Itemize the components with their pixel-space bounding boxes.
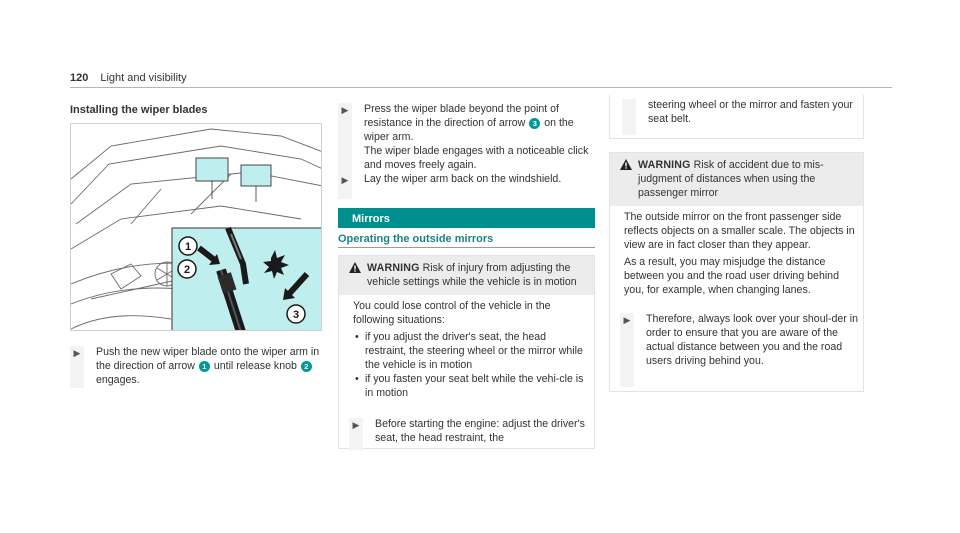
warning-box-adjusting: WARNING Risk of injury from adjusting the vehicle settings while the vehicle is in motion You could lose control of the vehicle in the following situations: • if you adjust the driver's seat, the head restraint, the steering wheel or the mirror while the vehicle is in motion • if you fasten your seat belt while the vehi-cle is in motion ▶ Before starting the engine: adjust the driver's seat, the head restraint, the: [338, 255, 595, 449]
svg-text:2: 2: [183, 264, 191, 276]
header-divider: [70, 87, 892, 88]
step-arrow-icon: ▶: [623, 315, 631, 325]
warning-box-continued: [609, 95, 864, 139]
step-lay-arm: ▶ Lay the wiper arm back on the windshield.: [338, 173, 593, 193]
step-press-blade: ▶ Press the wiper blade beyond the point of resistance in the direction of arrow 3 on the wiper arm. The wiper blade engages with a noticeable click and moves freely again.: [338, 103, 593, 199]
list-item: • if you fasten your seat belt while the vehi-cle is in motion: [353, 373, 586, 401]
figure-callout-3: [287, 305, 305, 323]
page-number: 120: [70, 72, 89, 84]
step-push-blade: ▶ Push the new wiper blade onto the wiper arm in the direction of arrow 1 until release knob 2 engages.: [70, 346, 324, 388]
mirrors-section-bar: Mirrors: [338, 208, 595, 228]
figure-callout-1: [179, 237, 197, 255]
warning-triangle-icon: [620, 159, 632, 201]
figure-callout-2: [178, 260, 196, 278]
chapter-title: Light and visibility: [100, 72, 187, 84]
step-before-starting: ▶ Before starting the engine: adjust the driver's seat, the head restraint, the: [349, 418, 589, 450]
warning-triangle-icon: [349, 262, 361, 290]
inline-callout-2: 2: [301, 361, 312, 372]
warning-box-passenger-mirror: WARNING Risk of accident due to mis-judgment of distances when using the passenger mirror The outside mirror on the front passenger side reflects objects on a smaller scale. The objects in view are in fact closer than they appear. As a result, you may misjudge the distance between you and the road user driving behind you, for example, when changing lanes. ▶ Therefore, always look over your shoul-der in order to ensure that you are aware of the actual distance between you and the road users driving behind you.: [609, 152, 864, 392]
section-title: Installing the wiper blades: [70, 104, 208, 116]
svg-text:1: 1: [184, 241, 192, 253]
warning-header: WARNING Risk of injury from adjusting the vehicle settings while the vehicle is in motion: [339, 256, 594, 295]
step-arrow-icon: ▶: [73, 348, 81, 358]
inline-callout-1: 1: [199, 361, 210, 372]
step-before-starting-cont: steering wheel or the mirror and fasten your seat belt.: [622, 99, 860, 135]
subhead-divider: [338, 247, 595, 248]
step-look-over-shoulder: ▶ Therefore, always look over your shoul-der in order to ensure that you are aware of the actual distance between you and the road users driving behind you.: [620, 313, 858, 387]
wiper-illustration: [71, 124, 322, 331]
warning-bullets: [353, 331, 586, 401]
step-arrow-icon: ▶: [341, 105, 349, 115]
page-header: [70, 71, 187, 86]
windshield-sticker-left: [196, 158, 228, 181]
wiper-figure: [70, 123, 322, 331]
mirrors-subhead: Operating the outside mirrors: [338, 233, 494, 245]
warning-header: WARNING Risk of accident due to mis-judgment of distances when using the passenger mirror: [610, 153, 863, 206]
step-arrow-icon: ▶: [341, 175, 349, 185]
list-item: • if you adjust the driver's seat, the head restraint, the steering wheel or the mirror while the vehicle is in motion: [353, 331, 586, 373]
step-arrow-icon: ▶: [352, 420, 360, 430]
windshield-sticker-right: [241, 165, 271, 186]
inline-callout-3: 3: [529, 118, 540, 129]
svg-text:3: 3: [292, 309, 300, 321]
